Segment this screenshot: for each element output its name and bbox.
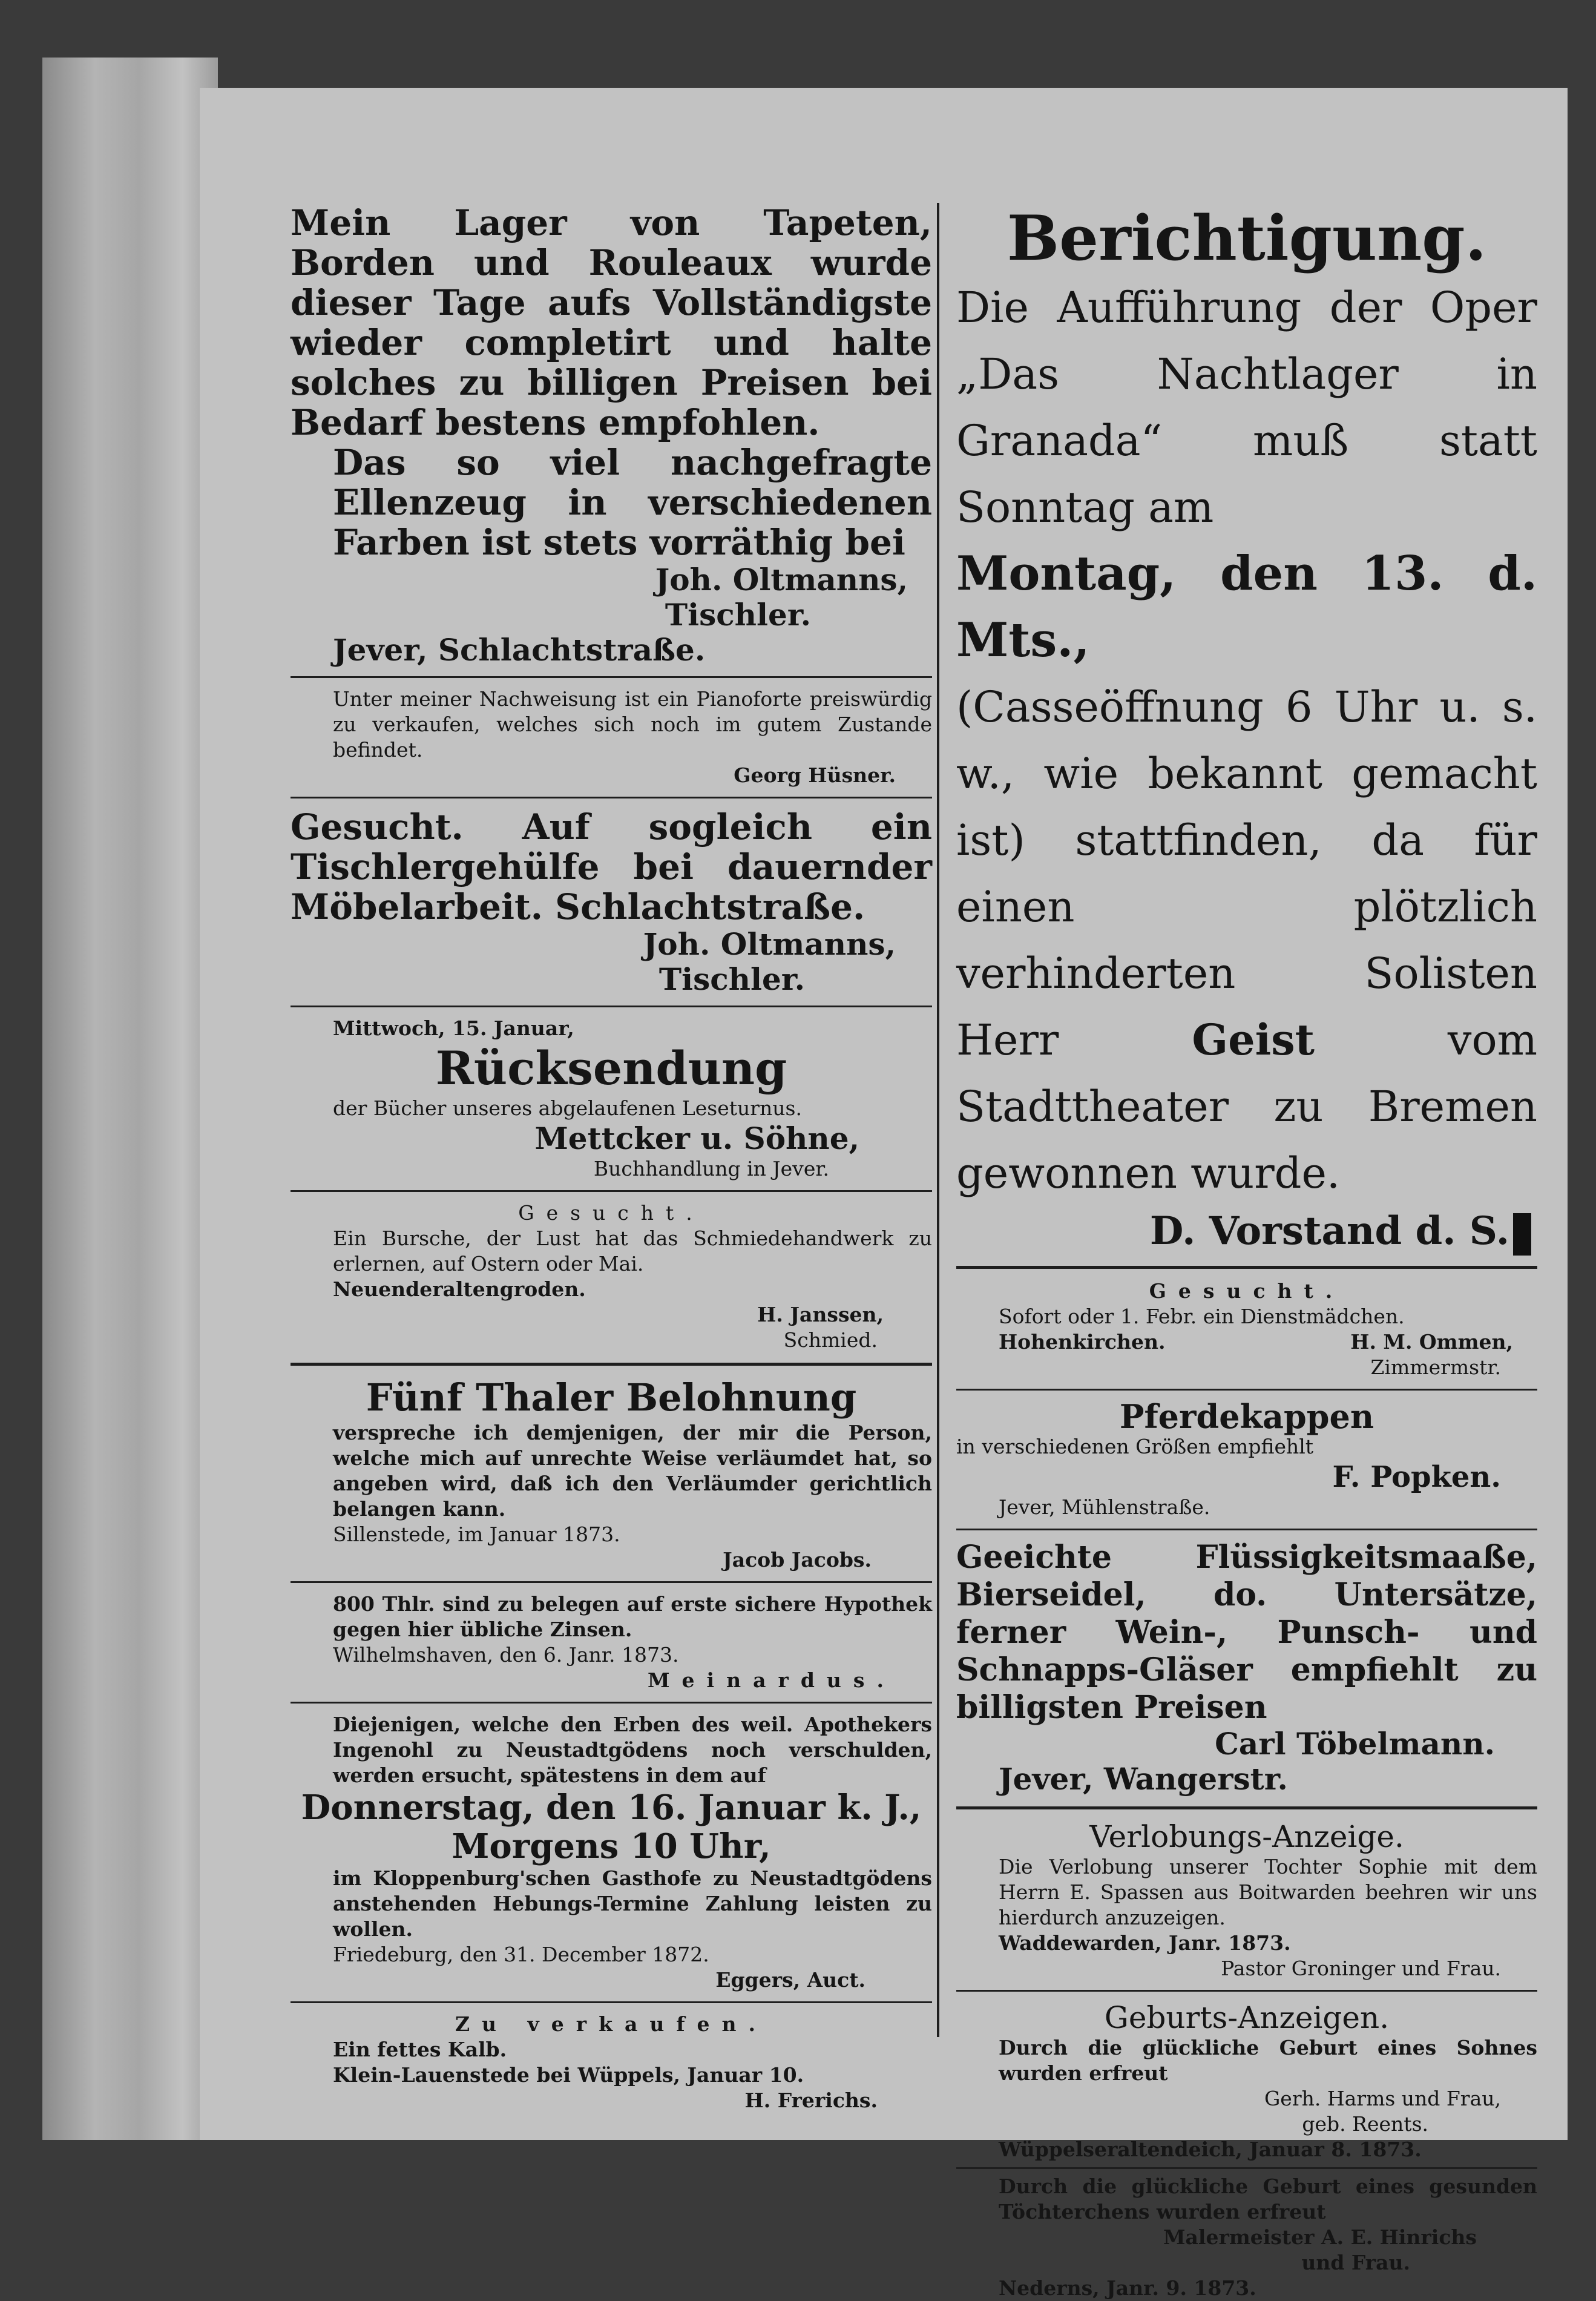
ad-separator bbox=[291, 2001, 932, 2003]
ad-text: 800 Thlr. sind zu belegen auf erste sichere Hypothek gegen hier übliche Zinsen. bbox=[333, 1592, 932, 1641]
ad-date: Mittwoch, 15. Januar, bbox=[333, 1016, 574, 1040]
ad-separator bbox=[291, 1702, 932, 1704]
ad-separator bbox=[956, 1266, 1537, 1269]
ad-text-2: Das so viel nachgefragte Ellenzeug in verschiedenen Farben ist stets vorräthig bei bbox=[333, 442, 932, 563]
ad-text-1: Durch die glückliche Geburt eines Sohnes wurden erfreut bbox=[999, 2036, 1537, 2085]
ad-signature-name: Jacob Jacobs. bbox=[723, 1548, 872, 1572]
ad-signature-name-2: Malermeister A. E. Hinrichs bbox=[1163, 2225, 1477, 2249]
ad-heading: Gesucht. bbox=[518, 1201, 704, 1225]
ad-text: Mein Lager von Tapeten, Borden und Rouleaux wurde dieser Tage aufs Vollständigste wieder completirt und halte solches zu billigen Preisen bei Bedarf bestens empfohlen. bbox=[291, 202, 932, 443]
ad-gesucht-tischlergehuelfe bbox=[291, 807, 932, 997]
ad-headline: Berichtigung. bbox=[1007, 202, 1487, 275]
ad-separator bbox=[956, 1529, 1537, 1530]
ad-date-line-1: Donnerstag, den 16. Januar k. J., bbox=[301, 1788, 922, 1828]
ad-date: Montag, den 13. d. Mts., bbox=[956, 546, 1537, 668]
column-divider bbox=[937, 203, 939, 2037]
ad-separator bbox=[291, 1363, 932, 1366]
ad-ruecksendung bbox=[291, 1016, 932, 1182]
ad-signature-name-1: Gerh. Harms und Frau, bbox=[1264, 2087, 1501, 2110]
ad-headline: Geburts-Anzeigen. bbox=[1104, 2000, 1390, 2035]
ad-popken-pferdekappen bbox=[956, 1399, 1537, 1520]
ad-verlobungs-anzeige bbox=[956, 1819, 1537, 1981]
ad-text-c: vom Stadttheater zu Bremen gewonnen wurde. bbox=[956, 1015, 1537, 1198]
ad-signature-text: D. Vorstand d. S. bbox=[1149, 1208, 1509, 1254]
ad-signature-name: Georg Hüsner. bbox=[734, 763, 896, 787]
ad-text-2: im Kloppenburg'schen Gasthofe zu Neustadtgödens anstehenden Hebungs-Termine Zahlung leisten zu wollen. bbox=[333, 1866, 932, 1941]
ad-text: der Bücher unseres abgelaufenen Leseturnus. bbox=[333, 1096, 802, 1120]
ad-separator bbox=[291, 676, 932, 678]
ad-place: Waddewarden, Janr. 1873. bbox=[999, 1931, 1291, 1955]
ad-eggers-auction bbox=[291, 1712, 932, 1993]
ad-separator bbox=[956, 1806, 1537, 1809]
ad-separator bbox=[291, 1006, 932, 1007]
left-column bbox=[291, 203, 932, 2113]
ad-text-a: Die Aufführung der Oper „Das Nachtlager in Granada“ muß statt Sonntag am bbox=[956, 283, 1537, 532]
ad-heading: Zu verkaufen. bbox=[455, 2012, 768, 2036]
ad-separator bbox=[291, 1581, 932, 1583]
ad-text: verspreche ich demjenigen, der mir die Person, welche mich auf unrechte Weise verläumdet hat, so angeben wird, daß ich den Verläumder gerichtlich belangen kann. bbox=[333, 1421, 932, 1521]
ad-text-b: (Casseöffnung 6 Uhr u. s. w., wie bekannt gemacht ist) stattfinden, da für einen plötzlich verhinderten Solisten Herr bbox=[956, 682, 1537, 1065]
ad-signature-trade: Tischler. bbox=[665, 597, 811, 633]
ad-place: Klein-Lauenstede bei Wüppels, Januar 10. bbox=[333, 2063, 804, 2087]
ad-place: Hohenkirchen. bbox=[999, 1330, 1166, 1354]
ad-meinardus-hypothek bbox=[291, 1592, 932, 1693]
ad-signature-name: H. Janssen, bbox=[757, 1303, 884, 1326]
ad-toebelmann-glaeser bbox=[956, 1539, 1537, 1797]
ad-separator bbox=[956, 1389, 1537, 1391]
ad-berichtigung bbox=[956, 203, 1537, 1256]
ad-place-2: Nederns, Janr. 9. 1873. bbox=[999, 2276, 1256, 2300]
ad-signature-trade: Schmied. bbox=[783, 1328, 878, 1352]
ad-date-line-2: Morgens 10 Uhr, bbox=[452, 1826, 771, 1866]
ad-signature-name-2b: und Frau. bbox=[1301, 2251, 1410, 2274]
book-page-edges bbox=[42, 58, 218, 2140]
ad-signature-trade: Buchhandlung in Jever. bbox=[593, 1157, 829, 1180]
ad-signature-name-1b: geb. Reents. bbox=[1302, 2112, 1428, 2136]
ad-signature bbox=[956, 1206, 1537, 1256]
ad-place: Neuenderaltengroden. bbox=[333, 1277, 586, 1301]
ad-signature-name: Joh. Oltmanns, bbox=[655, 562, 908, 597]
ad-text: Ein Bursche, der Lust hat das Schmiedehandwerk zu erlernen, auf Ostern oder Mai. bbox=[333, 1226, 932, 1276]
newspaper-page bbox=[200, 88, 1568, 2300]
ad-place: Sillenstede, im Januar 1873. bbox=[333, 1522, 620, 1546]
ad-separator bbox=[291, 1190, 932, 1192]
ad-frerichs-kalb bbox=[291, 2012, 932, 2113]
ad-place: Jever, Mühlenstraße. bbox=[999, 1495, 1210, 1519]
ad-signature-name: F. Popken. bbox=[1332, 1460, 1501, 1494]
ad-separator bbox=[956, 1990, 1537, 1992]
ad-signature-name: Eggers, Auct. bbox=[715, 1968, 865, 1992]
ad-inner-separator bbox=[956, 2167, 1537, 2169]
ad-text: Gesucht. Auf sogleich ein Tischlergehülfe bei dauernder Möbelarbeit. Schlachtstraße. bbox=[291, 806, 932, 927]
ad-signature-name: Carl Töbelmann. bbox=[1215, 1726, 1495, 1762]
ad-text: Diejenigen, welche den Erben des weil. Apothekers Ingenohl zu Neustadtgödens noch verschulden, werden ersucht, spätestens in dem auf bbox=[333, 1713, 932, 1787]
ad-signature-name: Joh. Oltmanns, bbox=[643, 926, 896, 962]
ink-bar bbox=[1513, 1213, 1531, 1256]
ad-place-1: Wüppelseraltendeich, Januar 8. 1873. bbox=[999, 2138, 1422, 2161]
ad-name-in-text: Geist bbox=[1192, 1015, 1315, 1065]
ad-text: Unter meiner Nachweisung ist ein Pianoforte preiswürdig zu verkaufen, welches sich noch im gutem Zustande befindet. bbox=[333, 687, 932, 762]
ad-text: Sofort oder 1. Febr. ein Dienstmädchen. bbox=[999, 1305, 1405, 1328]
ad-signature-trade: Tischler. bbox=[658, 961, 805, 997]
ad-separator bbox=[291, 797, 932, 798]
ad-text: Die Verlobung unserer Tochter Sophie mit dem Herrn E. Spassen aus Boitwarden beehren wir uns hierdurch anzuzeigen. bbox=[999, 1855, 1537, 1929]
ad-place: Friedeburg, den 31. December 1872. bbox=[333, 1943, 709, 1966]
ad-janssen-schmied bbox=[291, 1200, 932, 1353]
ad-text: Ein fettes Kalb. bbox=[333, 2038, 507, 2061]
ad-geburts-anzeigen bbox=[956, 2000, 1537, 2301]
ad-huesner-pianoforte bbox=[291, 686, 932, 788]
ad-signature-name: Meinardus. bbox=[648, 1668, 896, 1692]
ad-text: Geeichte Flüssigkeitsmaaße, Bierseidel, do. Untersätze, ferner Wein-, Punsch- und Schnapps-Gläser empfiehlt zu billigsten Preisen bbox=[956, 1539, 1537, 1726]
ad-text: in verschiedenen Größen empfiehlt bbox=[956, 1435, 1314, 1458]
ad-signature-name: H. Frerichs. bbox=[744, 2089, 878, 2112]
ad-signature-name: Pastor Groninger und Frau. bbox=[1221, 1957, 1501, 1980]
ad-headline: Verlobungs-Anzeige. bbox=[1089, 1819, 1404, 1854]
ad-text-2: Durch die glückliche Geburt eines gesunden Töchterchens wurden erfreut bbox=[999, 2174, 1537, 2224]
ad-oltmanns-tapeten bbox=[291, 203, 932, 668]
ad-fuenf-thaler-belohnung bbox=[291, 1375, 932, 1573]
ad-headline: Rücksendung bbox=[435, 1041, 787, 1095]
ad-signature-place: Jever, Schlachtstraße. bbox=[333, 632, 706, 668]
ad-place: Wilhelmshaven, den 6. Janr. 1873. bbox=[333, 1643, 679, 1667]
ad-headline: Fünf Thaler Belohnung bbox=[366, 1375, 857, 1420]
ad-signature-name: H. M. Ommen, bbox=[1350, 1330, 1513, 1354]
ad-signature-trade: Zimmermstr. bbox=[1370, 1355, 1501, 1379]
ad-signature-name: Mettcker u. Söhne, bbox=[534, 1121, 859, 1156]
ad-place: Jever, Wangerstr. bbox=[999, 1761, 1288, 1797]
ad-ommen-dienstmaedchen bbox=[956, 1279, 1537, 1380]
ad-heading: Gesucht. bbox=[1149, 1279, 1345, 1303]
right-column bbox=[956, 203, 1537, 2301]
ad-headline: Pferdekappen bbox=[1119, 1397, 1374, 1436]
